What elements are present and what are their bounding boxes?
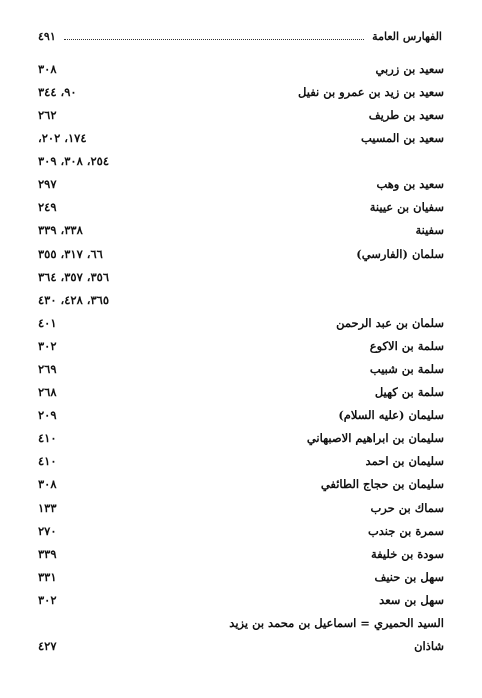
entry-pages: ١٣٣: [38, 500, 57, 515]
entry-pages: ٣٠٨: [38, 477, 57, 492]
entry-pages: ٣٠٢: [38, 592, 57, 607]
index-entry: [38, 266, 444, 289]
index-entry: [38, 220, 444, 243]
entry-pages: ٢٧٠: [38, 523, 57, 538]
entry-pages: ٣٠٨: [38, 61, 57, 76]
index-entry: [38, 451, 444, 474]
index-entry: [38, 289, 444, 312]
section-title: الفهارس العامة: [372, 29, 442, 43]
entry-name: سلمة بن الاكوع: [369, 338, 444, 353]
running-header: [38, 28, 442, 44]
index-entry: [38, 104, 444, 127]
index-entry: [38, 474, 444, 497]
entry-pages: ٣٣١: [38, 569, 57, 584]
entry-pages: ٣٠٢: [38, 338, 57, 353]
entry-name: سهل بن حنيف: [374, 569, 444, 584]
index-entry: [38, 243, 444, 266]
entry-name: سعيد بن المسيب: [360, 131, 444, 146]
entry-name: سعيد بن زربي: [375, 61, 444, 76]
index-entry: [38, 520, 444, 543]
index-entry: [38, 81, 444, 104]
index-entry: [38, 404, 444, 427]
entry-pages: ٢٥٤، ٣٠٨، ٣٠٩: [38, 154, 110, 169]
entry-name: سماك بن حرب: [370, 500, 444, 515]
entry-name: سليمان بن حجاج الطائفي: [320, 477, 444, 492]
index-entry: [38, 497, 444, 520]
index-entry: [38, 173, 444, 196]
entry-pages: ٣٦٥، ٤٢٨، ٤٣٠: [38, 292, 110, 307]
entry-pages: ٤٠١: [38, 315, 57, 330]
entry-pages: ٤١٠: [38, 454, 57, 469]
entry-pages: ٤٢٧: [38, 639, 57, 654]
index-entry: [38, 335, 444, 358]
index-entry: [38, 612, 444, 635]
index-entry: [38, 589, 444, 612]
entry-pages: ٣٥٦، ٣٥٧، ٣٦٤: [38, 269, 110, 284]
index-entry: [38, 58, 444, 81]
entry-pages: ٤١٠: [38, 431, 57, 446]
entry-pages: ٢٠٩: [38, 408, 57, 423]
index-entry: [38, 428, 444, 451]
entry-name: سفينة: [415, 223, 444, 238]
entry-name: سمرة بن جندب: [367, 523, 444, 538]
index-entry: [38, 127, 444, 150]
entry-pages: ١٧٤، ٢٠٢،: [38, 131, 87, 146]
entry-name: سهل بن سعد: [379, 592, 444, 607]
entry-pages: ٢٦٨: [38, 385, 57, 400]
index-list: [38, 58, 444, 658]
entry-name: سعيد بن طريف: [368, 107, 444, 122]
index-entry: [38, 381, 444, 404]
entry-name: السيد الحميري = اسماعيل بن محمد بن يزيد: [229, 616, 444, 631]
entry-name: سليمان (عليه السلام): [338, 408, 444, 423]
entry-pages: ٢٤٩: [38, 200, 57, 215]
entry-name: شاذان: [414, 639, 444, 654]
entry-pages: ٣٣٨، ٣٣٩: [38, 223, 83, 238]
entry-name: سلمان (الفارسي): [356, 246, 444, 261]
entry-name: سعيد بن زيد بن عمرو بن نفيل: [298, 84, 444, 99]
entry-pages: ٢٩٧: [38, 177, 57, 192]
index-entry: [38, 312, 444, 335]
entry-name: سليمان بن احمد: [365, 454, 444, 469]
entry-name: سفيان بن عيينة: [369, 200, 444, 215]
entry-name: سعيد بن وهب: [376, 177, 444, 192]
index-entry: [38, 635, 444, 658]
entry-name: سليمان بن ابراهيم الاصبهاني: [306, 431, 444, 446]
entry-pages: ٦٦، ٣١٧، ٣٥٥: [38, 246, 103, 261]
entry-name: سلمة بن كهيل: [374, 385, 444, 400]
index-entry: [38, 358, 444, 381]
entry-pages: ٩٠، ٣٤٤: [38, 84, 77, 99]
index-entry: [38, 150, 444, 173]
entry-pages: ٢٦٩: [38, 362, 57, 377]
index-entry: [38, 543, 444, 566]
page-number: ٤٩١: [38, 29, 56, 43]
dot-leader: [64, 32, 364, 40]
entry-pages: ٢٦٢: [38, 107, 57, 122]
entry-pages: ٣٣٩: [38, 546, 57, 561]
index-entry: [38, 197, 444, 220]
entry-name: سلمة بن شبيب: [369, 362, 444, 377]
entry-name: سودة بن خليفة: [370, 546, 444, 561]
index-entry: [38, 566, 444, 589]
entry-name: سلمان بن عبد الرحمن: [336, 315, 444, 330]
